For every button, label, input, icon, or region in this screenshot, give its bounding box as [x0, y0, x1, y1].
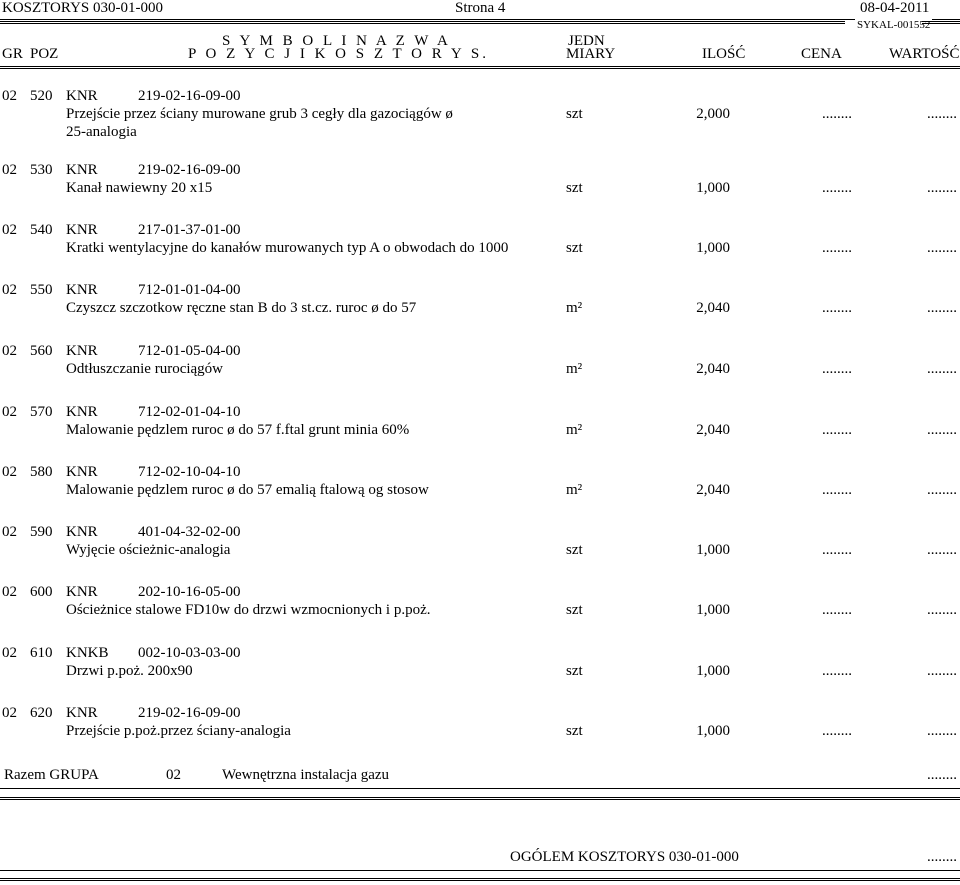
row-type: KNKB: [66, 645, 109, 661]
document-title: KOSZTORYS 030-01-000: [2, 0, 163, 16]
row-description: Malowanie pędzlem ruroc ø do 57 f.ftal grunt minia 60%: [66, 422, 410, 438]
row-gr: 02: [2, 524, 17, 540]
row-value: ........: [927, 180, 957, 196]
row-gr: 02: [2, 343, 17, 359]
row-gr: 02: [2, 222, 17, 238]
row-gr: 02: [2, 282, 17, 298]
header-separator: [0, 19, 960, 20]
row-value: ........: [927, 723, 957, 739]
row-type: KNR: [66, 404, 98, 420]
page-number: Strona 4: [455, 0, 506, 16]
row-value: ........: [927, 422, 957, 438]
col-jedn-line2: MIARY: [566, 46, 616, 62]
group-total-name: Wewnętrzna instalacja gazu: [222, 767, 390, 783]
row-poz: 520: [30, 88, 53, 104]
group-total-label: Razem GRUPA: [4, 767, 99, 783]
row-quantity: 1,000: [696, 602, 730, 618]
row-poz: 600: [30, 584, 53, 600]
row-quantity: 2,040: [696, 422, 730, 438]
row-value: ........: [927, 602, 957, 618]
row-code: 219-02-16-09-00: [138, 162, 241, 178]
row-type: KNR: [66, 705, 98, 721]
column-header-double-line: [0, 66, 960, 69]
row-gr: 02: [2, 464, 17, 480]
row-value: ........: [927, 240, 957, 256]
row-quantity: 1,000: [696, 663, 730, 679]
group-total-double-line: [0, 797, 960, 800]
row-poz: 530: [30, 162, 53, 178]
grand-total-line: [0, 870, 960, 871]
row-type: KNR: [66, 162, 98, 178]
grand-total-value: ........: [927, 849, 957, 865]
row-gr: 02: [2, 584, 17, 600]
group-total-number: 02: [166, 767, 181, 783]
row-unit: m²: [566, 300, 583, 316]
row-price: ........: [822, 422, 852, 438]
row-quantity: 1,000: [696, 240, 730, 256]
row-description: Ościeżnice stalowe FD10w do drzwi wzmocnionych i p.poż.: [66, 602, 431, 618]
group-total-line: [0, 788, 960, 789]
row-code: 712-02-10-04-10: [138, 464, 241, 480]
row-unit: szt: [566, 180, 583, 196]
row-description: Przejście p.poż.przez ściany-analogia: [66, 723, 291, 739]
row-type: KNR: [66, 282, 98, 298]
row-poz: 580: [30, 464, 53, 480]
row-code: 712-01-01-04-00: [138, 282, 241, 298]
row-value: ........: [927, 482, 957, 498]
row-poz: 560: [30, 343, 53, 359]
row-poz: 540: [30, 222, 53, 238]
row-type: KNR: [66, 222, 98, 238]
row-description: Przejście przez ściany murowane grub 3 cegły dla gazociągów ø: [66, 106, 453, 122]
row-value: ........: [927, 300, 957, 316]
row-gr: 02: [2, 645, 17, 661]
col-wartosc: WARTOŚĆ: [889, 46, 960, 62]
row-type: KNR: [66, 88, 98, 104]
row-code: 712-02-01-04-10: [138, 404, 241, 420]
row-poz: 570: [30, 404, 53, 420]
row-price: ........: [822, 106, 852, 122]
row-description: Drzwi p.poż. 200x90: [66, 663, 193, 679]
row-type: KNR: [66, 464, 98, 480]
row-unit: m²: [566, 422, 583, 438]
row-code: 202-10-16-05-00: [138, 584, 241, 600]
row-unit: szt: [566, 663, 583, 679]
row-code: 219-02-16-09-00: [138, 705, 241, 721]
row-poz: 590: [30, 524, 53, 540]
row-price: ........: [822, 240, 852, 256]
row-price: ........: [822, 361, 852, 377]
col-symbol-line1: S Y M B O L I N A Z W A: [222, 33, 451, 49]
col-ilosc: ILOŚĆ: [702, 46, 746, 62]
col-gr: GR: [2, 46, 23, 62]
row-value: ........: [927, 361, 957, 377]
row-unit: szt: [566, 542, 583, 558]
row-value: ........: [927, 106, 957, 122]
row-unit: szt: [566, 106, 583, 122]
row-description: Odtłuszczanie rurociągów: [66, 361, 224, 377]
row-gr: 02: [2, 88, 17, 104]
row-price: ........: [822, 723, 852, 739]
row-poz: 620: [30, 705, 53, 721]
row-description-cont: 25-analogia: [66, 124, 137, 140]
group-total-value: ........: [927, 767, 957, 783]
row-price: ........: [822, 180, 852, 196]
row-type: KNR: [66, 343, 98, 359]
row-description: Wyjęcie ościeżnic-analogia: [66, 542, 231, 558]
row-description: Czyszcz szczotkow ręczne stan B do 3 st.cz. ruroc ø do 57: [66, 300, 417, 316]
row-code: 217-01-37-01-00: [138, 222, 241, 238]
col-cena: CENA: [801, 46, 842, 62]
row-gr: 02: [2, 705, 17, 721]
row-unit: szt: [566, 240, 583, 256]
row-description: Kratki wentylacyjne do kanałów murowanych typ A o obwodach do 1000: [66, 240, 509, 256]
row-unit: m²: [566, 482, 583, 498]
document-date: 08-04-2011: [860, 0, 930, 16]
row-poz: 610: [30, 645, 53, 661]
row-unit: szt: [566, 602, 583, 618]
row-code: 712-01-05-04-00: [138, 343, 241, 359]
col-jedn-line1: JEDN: [568, 33, 605, 49]
row-code: 401-04-32-02-00: [138, 524, 241, 540]
grand-total-label: OGÓLEM KOSZTORYS 030-01-000: [510, 849, 739, 865]
row-quantity: 2,040: [696, 300, 730, 316]
row-quantity: 2,040: [696, 361, 730, 377]
row-type: KNR: [66, 524, 98, 540]
row-value: ........: [927, 663, 957, 679]
header-double-line-right: [922, 21, 960, 24]
row-quantity: 2,000: [696, 106, 730, 122]
row-gr: 02: [2, 162, 17, 178]
row-unit: szt: [566, 723, 583, 739]
header-double-line: [0, 21, 845, 24]
row-gr: 02: [2, 404, 17, 420]
row-code: 002-10-03-03-00: [138, 645, 241, 661]
row-quantity: 2,040: [696, 482, 730, 498]
row-price: ........: [822, 542, 852, 558]
row-value: ........: [927, 542, 957, 558]
row-price: ........: [822, 602, 852, 618]
row-description: Malowanie pędzlem ruroc ø do 57 emalią ftalową og stosow: [66, 482, 429, 498]
row-price: ........: [822, 482, 852, 498]
col-poz: POZ: [30, 46, 59, 62]
col-symbol-line2: P O Z Y C J I K O S Z T O R Y S.: [188, 46, 490, 62]
row-price: ........: [822, 300, 852, 316]
grand-total-double-line: [0, 878, 960, 881]
row-quantity: 1,000: [696, 723, 730, 739]
row-type: KNR: [66, 584, 98, 600]
row-code: 219-02-16-09-00: [138, 88, 241, 104]
row-poz: 550: [30, 282, 53, 298]
row-unit: m²: [566, 361, 583, 377]
row-price: ........: [822, 663, 852, 679]
document-code: SYKAL-001552: [855, 17, 932, 34]
row-quantity: 1,000: [696, 542, 730, 558]
row-description: Kanał nawiewny 20 x15: [66, 180, 213, 196]
row-quantity: 1,000: [696, 180, 730, 196]
